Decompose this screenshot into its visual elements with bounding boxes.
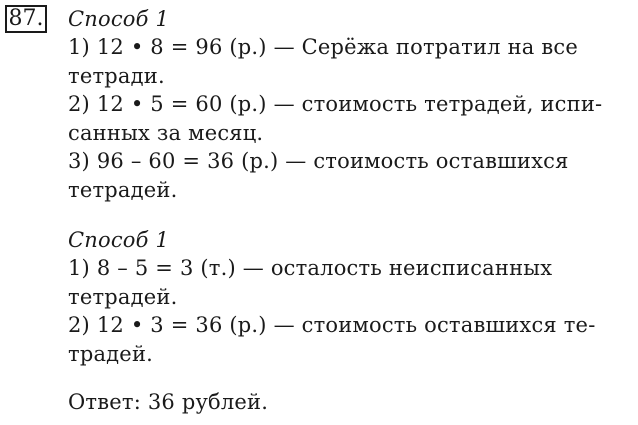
method2-step2-line2: традей.	[68, 342, 154, 366]
method2-step2-line1: 2) 12 • 3 = 36 (р.) — стоимость оставшихся те-	[68, 313, 596, 337]
method2-heading: Способ 1	[68, 228, 170, 252]
method2-step1-line2: тетрадей.	[68, 285, 178, 309]
method1-step1-line1: 1) 12 • 8 = 96 (р.) — Серёжа потратил на все	[68, 35, 578, 59]
method2-step1-line1: 1) 8 – 5 = 3 (т.) — осталость неисписанных	[68, 256, 553, 280]
method1-step2-line2: санных за месяц.	[68, 121, 264, 145]
method1-heading: Способ 1	[68, 7, 170, 31]
answer-line: Ответ: 36 рублей.	[68, 390, 269, 414]
method1-step2-line1: 2) 12 • 5 = 60 (р.) — стоимость тетрадей, испи-	[68, 92, 603, 116]
method1-step3-line2: тетрадей.	[68, 178, 178, 202]
method1-step3-line1: 3) 96 – 60 = 36 (р.) — стоимость оставшихся	[68, 149, 569, 173]
method1-step1-line2: тетради.	[68, 64, 165, 88]
problem-number-box: 87.	[5, 5, 47, 33]
